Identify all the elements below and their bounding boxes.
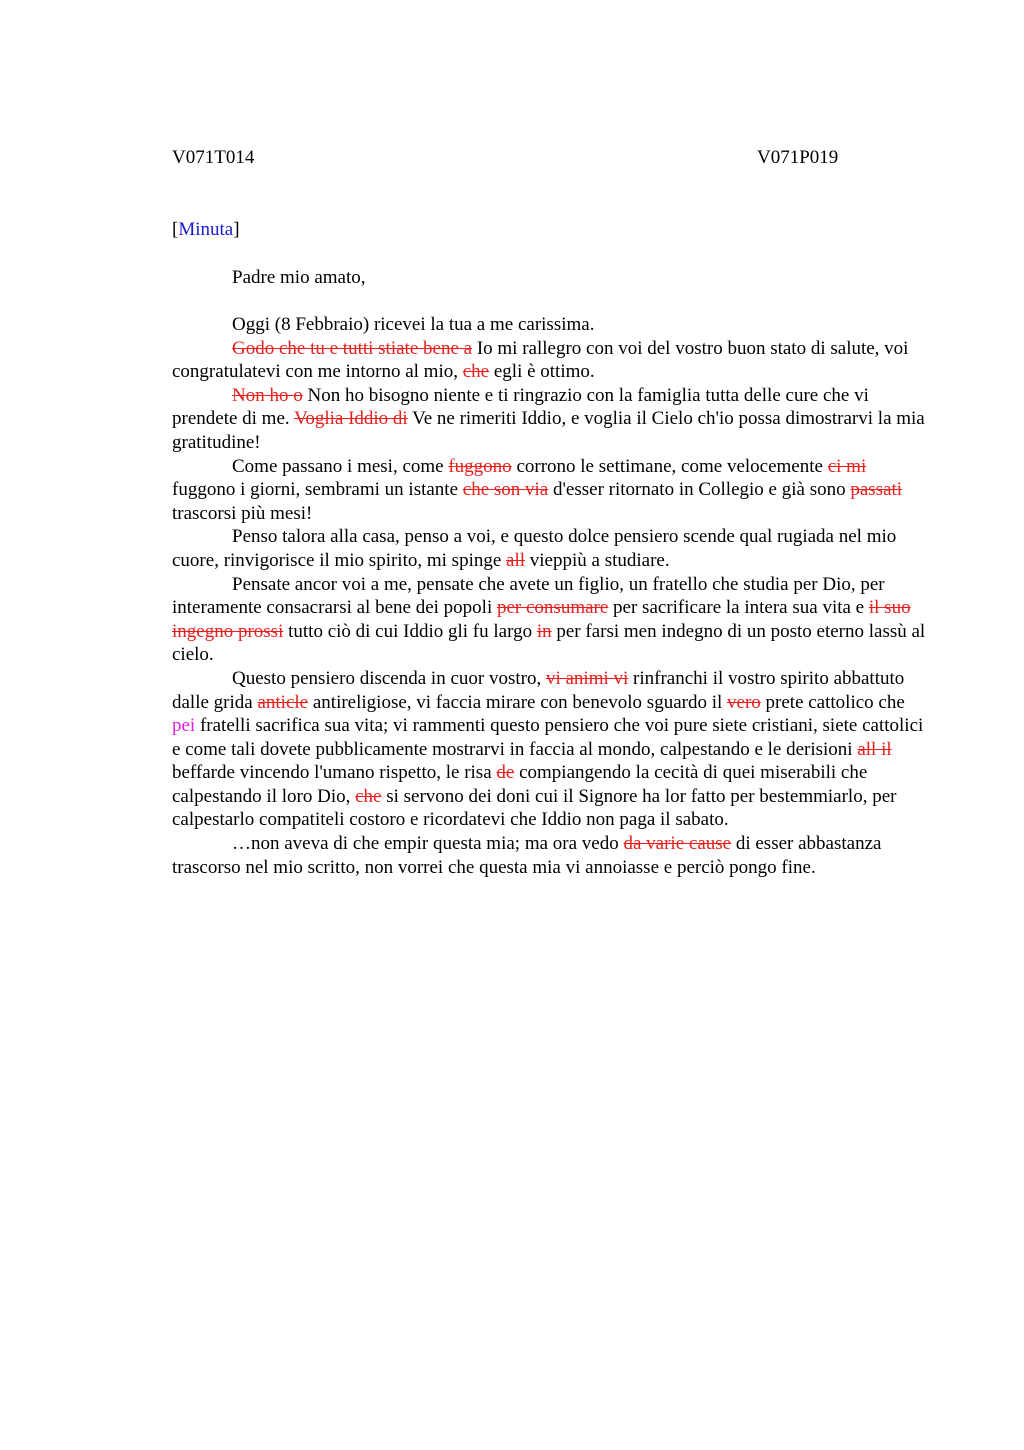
deleted-text: all <box>506 549 526 571</box>
letter-paragraph <box>172 313 932 337</box>
minuta-label: Minuta <box>178 219 234 240</box>
text-segment: Penso talora alla casa, penso a voi, e questo dolce pensiero scende qual rugiada nel mio cuore, rinvigorisce il mio spirito, mi spinge <box>172 526 897 571</box>
deleted-text: in <box>536 620 552 642</box>
letter-paragraph <box>172 337 932 384</box>
text-segment: per sacrificare la intera sua vita e <box>608 597 869 619</box>
deleted-text: anticle <box>257 691 309 713</box>
text-segment: fratelli sacrifica sua vita; vi rammenti questo pensiero che voi pure siete cristiani, siete cattolici e come tali dovete pubblicamente mostrarvi in faccia al mondo, calpestando e le derisioni <box>172 715 924 760</box>
text-segment: …non aveva di che empir questa mia; ma ora vedo <box>232 833 624 855</box>
text-segment: vieppiù a studiare. <box>525 549 670 571</box>
section-label <box>172 218 240 241</box>
text-segment: antireligiose, vi faccia mirare con benevolo sguardo il <box>308 691 728 713</box>
text-segment: Pensate ancor voi a me, pensate che avete un figlio, un fratello che studia per Dio, per interamente consacrarsi al bene dei popoli <box>172 573 885 619</box>
letter-paragraph <box>172 384 932 455</box>
text-segment: rinfranchi il vostro spirito abbattuto dalle grida <box>172 667 905 713</box>
text-segment: si servono dei doni cui il Signore ha lor fatto per bestemmiarlo, per calpestarlo compatiteli costoro e ricordatevi che Iddio non paga il sabato. <box>172 785 897 831</box>
document-code-right: V071P019 <box>757 147 839 168</box>
text-segment: Come passano i mesi, come <box>232 455 449 477</box>
text-segment: Oggi (8 Febbraio) ricevei la tua a me carissima. <box>232 314 595 335</box>
letter-body <box>172 313 932 879</box>
text-segment: trascorsi più mesi! <box>172 502 313 524</box>
deleted-text: Godo che tu e tutti stiate bene a <box>232 337 473 359</box>
open-bracket: [ <box>172 219 179 240</box>
deleted-text: il suo ingegno prossi <box>172 597 911 642</box>
letter-paragraph <box>172 667 932 832</box>
deleted-text: che son via <box>462 479 549 501</box>
letter-paragraph <box>172 455 932 526</box>
text-segment: Io mi rallegro con voi del vostro buon stato di salute, voi congratulatevi con me intorno al mio, <box>172 337 909 383</box>
text-segment: Questo pensiero discenda in cuor vostro, <box>232 667 546 689</box>
text-segment: prete cattolico che <box>760 691 905 713</box>
deleted-text: fuggono <box>448 455 512 477</box>
deleted-text: de <box>496 762 515 784</box>
close-bracket: ] <box>233 219 240 240</box>
inserted-text: pei <box>172 715 196 737</box>
text-segment: di esser abbastanza trascorso nel mio scritto, non vorrei che questa mia vi annoiasse e perciò pongo fine. <box>172 833 882 878</box>
deleted-text: vero <box>727 691 761 713</box>
deleted-text: Non ho o <box>232 384 303 406</box>
text-segment: compiangendo la cecità di quei miserabili che calpestando il loro Dio, <box>172 762 868 807</box>
deleted-text: vi animi vi <box>545 667 629 689</box>
deleted-text: che <box>462 361 490 383</box>
salutation: Padre mio amato, <box>232 267 366 288</box>
deleted-text: all il <box>857 738 892 760</box>
deleted-text: ci mi <box>827 455 867 477</box>
letter-paragraph <box>172 832 932 879</box>
deleted-text: passati <box>850 479 903 501</box>
deleted-text: da varie cause <box>623 833 732 855</box>
letter-paragraph <box>172 573 932 667</box>
text-segment: fuggono i giorni, sembrami un istante <box>172 479 463 501</box>
text-segment: egli è ottimo. <box>489 361 595 383</box>
deleted-text: Voglia Iddio di <box>294 408 408 430</box>
text-segment: Non ho bisogno niente e ti ringrazio con la famiglia tutta delle cure che vi prendete di me. <box>172 384 869 430</box>
letter-paragraph <box>172 525 932 572</box>
deleted-text: per consumare <box>496 597 609 619</box>
document-code-left: V071T014 <box>172 147 255 168</box>
text-segment: corrono le settimane, come velocemente <box>511 455 828 477</box>
text-segment: Ve ne rimeriti Iddio, e voglia il Cielo ch'io possa dimostrarvi la mia gratitudine! <box>172 408 925 453</box>
text-segment: tutto ciò di cui Iddio gli fu largo <box>283 620 537 642</box>
deleted-text: che <box>355 785 382 807</box>
text-segment: beffarde vincendo l'umano rispetto, le risa <box>172 762 497 784</box>
text-segment: d'esser ritornato in Collegio e già sono <box>548 479 851 501</box>
text-segment: per farsi men indegno di un posto eterno lassù al cielo. <box>172 620 926 666</box>
